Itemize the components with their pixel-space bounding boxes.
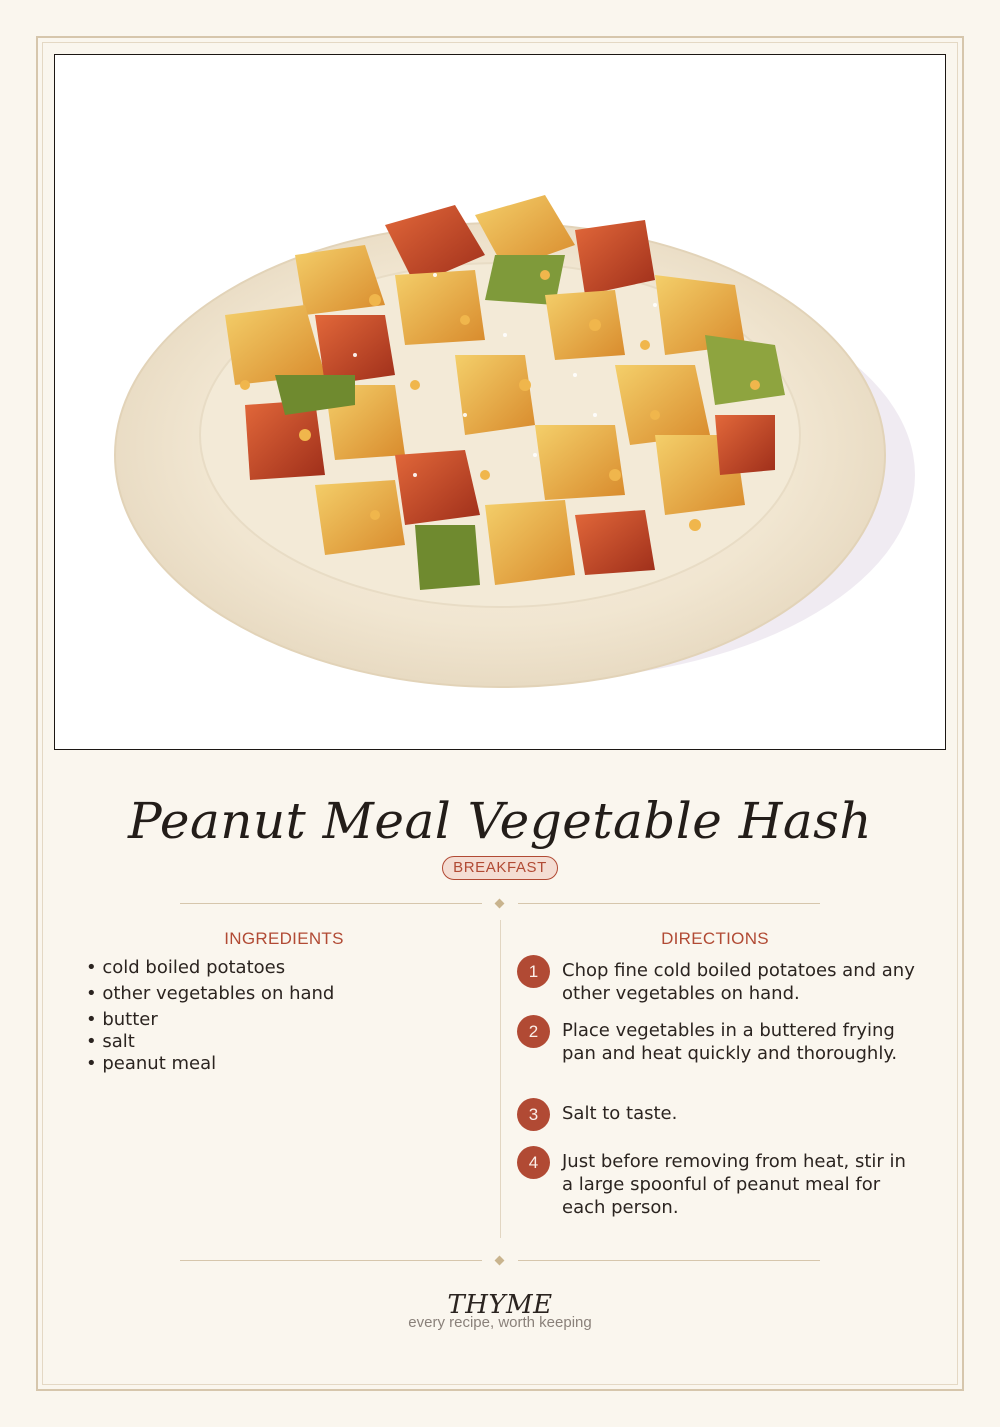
list-item: • salt — [86, 1031, 135, 1052]
ingredient-text: peanut meal — [102, 1053, 217, 1074]
bottom-divider — [180, 1255, 820, 1267]
ingredients-heading: INGREDIENTS — [224, 929, 344, 948]
step-number: 3 — [517, 1098, 550, 1131]
divider-diamond-icon — [495, 899, 505, 909]
top-divider — [180, 898, 820, 910]
ingredient-text: butter — [102, 1009, 158, 1030]
ingredient-text: cold boiled potatoes — [102, 957, 286, 978]
step-text: Place vegetables in a buttered frying pan and heat quickly and thoroughly. — [562, 1020, 898, 1064]
column-divider — [500, 920, 501, 1238]
step-text: Chop fine cold boiled potatoes and any other vegetables on hand. — [562, 960, 915, 1004]
list-item: • butter — [86, 1009, 158, 1030]
step-text: Just before removing from heat, stir in a large spoonful of peanut meal for each person. — [562, 1151, 906, 1218]
category-badge: BREAKFAST — [442, 856, 558, 880]
directions-heading: DIRECTIONS — [661, 929, 769, 948]
step-text: Salt to taste. — [562, 1103, 678, 1124]
brand-logo: THYME — [447, 1290, 553, 1320]
divider-diamond-icon — [495, 1256, 505, 1266]
brand-tagline: every recipe, worth keeping — [408, 1314, 592, 1331]
step-number: 4 — [517, 1146, 550, 1179]
ingredient-text: salt — [102, 1031, 135, 1052]
list-item: • other vegetables on hand — [86, 983, 335, 1004]
list-item: • peanut meal — [86, 1053, 217, 1074]
recipe-title: Peanut Meal Vegetable Hash — [127, 792, 873, 850]
recipe-photo — [54, 54, 946, 750]
list-item: • cold boiled potatoes — [86, 957, 286, 978]
step-number: 2 — [517, 1015, 550, 1048]
step-number: 1 — [517, 955, 550, 988]
ingredient-text: other vegetables on hand — [102, 983, 335, 1004]
plate-illustration — [55, 55, 945, 749]
